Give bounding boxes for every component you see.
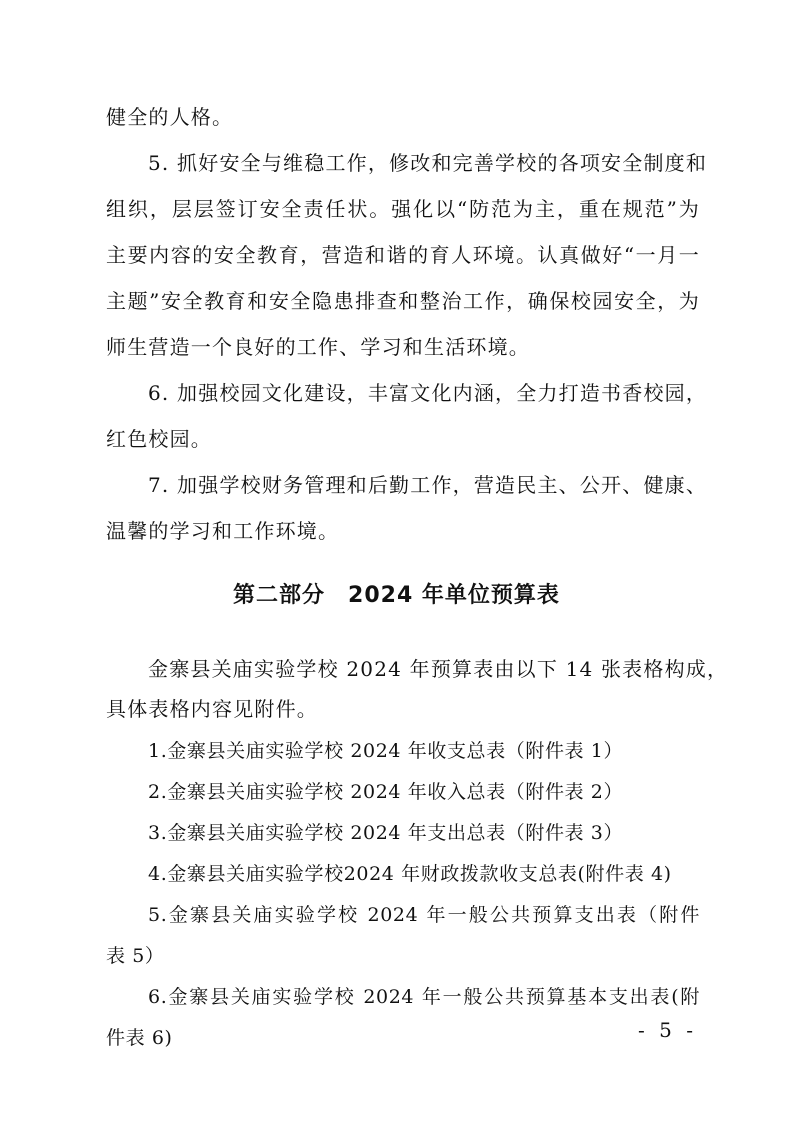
paragraph-line: 主题”安全教育和安全隐患排查和整治工作，确保校园安全，为 <box>106 289 700 313</box>
paragraph-line: 健全的人格。 <box>106 105 234 129</box>
list-item: 2.金寨县关庙实验学校 2024 年收入总表（附件表 2） <box>148 781 624 803</box>
section-heading: 第二部分 2024 年单位预算表 <box>233 583 560 608</box>
paragraph-line: 主要内容的安全教育，营造和谐的育人环境。认真做好“一月一 <box>106 243 700 267</box>
list-item: 3.金寨县关庙实验学校 2024 年支出总表（附件表 3） <box>148 822 624 844</box>
list-item-continuation: 件表 6) <box>106 1027 173 1049</box>
paragraph-line: 温馨的学习和工作环境。 <box>106 519 340 543</box>
paragraph-line: 7. 加强学校财务管理和后勤工作，营造民主、公开、健康、 <box>148 473 708 497</box>
paragraph-line: 金寨县关庙实验学校 2024 年预算表由以下 14 张表格构成， <box>148 657 729 681</box>
list-item-continuation: 表 5） <box>106 945 165 967</box>
paragraph-line: 6. 加强校园文化建设，丰富文化内涵，全力打造书香校园， <box>148 381 708 405</box>
page-number: - 5 - <box>638 1018 697 1042</box>
paragraph-line: 具体表格内容见附件。 <box>106 697 318 721</box>
paragraph-line: 组织，层层签订安全责任状。强化以“防范为主，重在规范”为 <box>106 197 700 221</box>
list-item: 4.金寨县关庙实验学校2024 年财政拨款收支总表(附件表 4) <box>148 863 672 885</box>
paragraph-line: 红色校园。 <box>106 427 212 451</box>
list-item: 5.金寨县关庙实验学校 2024 年一般公共预算支出表（附件 <box>148 904 700 926</box>
paragraph-line: 5. 抓好安全与维稳工作，修改和完善学校的各项安全制度和 <box>148 151 708 175</box>
list-item: 6.金寨县关庙实验学校 2024 年一般公共预算基本支出表(附 <box>148 986 700 1008</box>
list-item: 1.金寨县关庙实验学校 2024 年收支总表（附件表 1） <box>148 740 624 762</box>
paragraph-line: 师生营造一个良好的工作、学习和生活环境。 <box>106 335 530 359</box>
